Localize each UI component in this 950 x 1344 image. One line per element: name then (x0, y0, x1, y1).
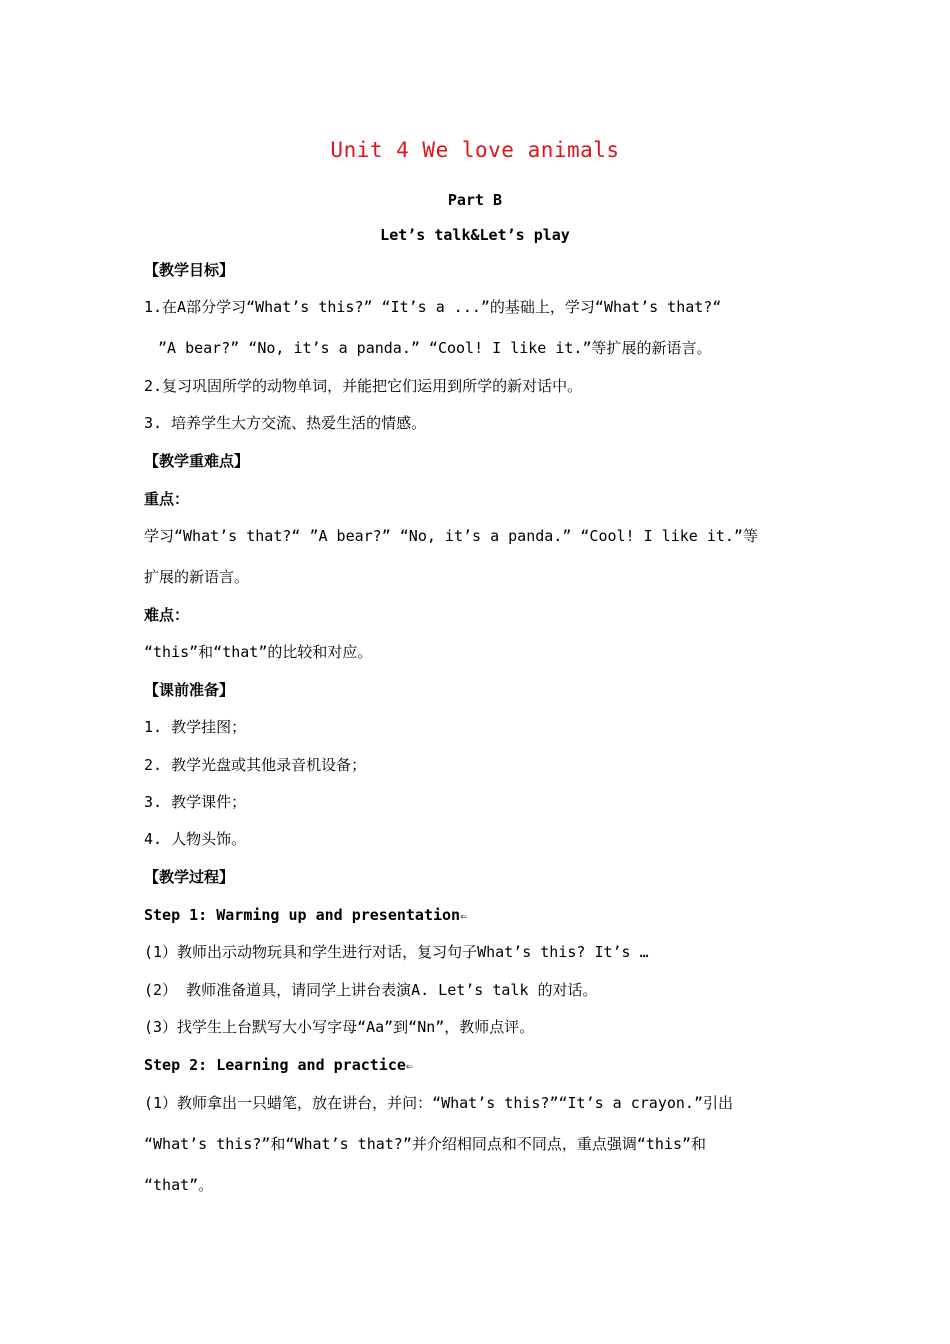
process-heading: 【教学过程】 (144, 868, 235, 886)
objective-1-line-2: ”A bear?” “No, it’s a panda.” “Cool! I like it.”等扩展的新语言。 (158, 339, 712, 357)
focus-line-1: 学习“What’s that?“ ”A bear?” “No, it’s a panda.” “Cool! I like it.”等 (144, 527, 758, 545)
objective-1-line-1: 1.在A部分学习“What’s this?” “It’s a ...”的基础上，学习“What’s that?“ (144, 298, 722, 316)
step-1-title-text: Step 1: Warming up and presentation (144, 906, 461, 924)
preparation-item: 3. 教学课件； (144, 793, 247, 811)
focus-line-2: 扩展的新语言。 (144, 568, 250, 586)
objective-2: 2.复习巩固所学的动物单词，并能把它们运用到所学的新对话中。 (144, 377, 583, 395)
step-1-item: (2） 教师准备道具，请同学上讲台表演A. Let’s talk 的对话。 (144, 981, 598, 999)
preparation-item: 2. 教学光盘或其他录音机设备； (144, 756, 367, 774)
focus-label: 重点： (144, 490, 190, 508)
preparation-item: 4. 人物头饰。 (144, 830, 247, 848)
step-1-title (144, 905, 824, 926)
difficulty-text: “this”和“that”的比较和对应。 (144, 643, 373, 661)
step-1-item: (3）找学生上台默写大小写字母“Aa”到“Nn”，教师点评。 (144, 1018, 535, 1036)
preparation-heading: 【课前准备】 (144, 681, 235, 699)
step-2-item: (1）教师拿出一只蜡笔，放在讲台，并问：“What’s this?”“It’s a crayon.”引出 (144, 1094, 733, 1112)
step-2-item: “that”。 (144, 1176, 214, 1194)
paragraph-mark-icon: ⇐ (405, 1059, 414, 1073)
step-2-item: “What’s this?”和“What’s that?”并介绍相同点和不同点，重点强调“this”和 (144, 1135, 707, 1153)
step-2-title (144, 1055, 824, 1076)
objectives-heading: 【教学目标】 (144, 261, 235, 279)
preparation-item: 1. 教学挂图； (144, 718, 247, 736)
step-1-item: (1）教师出示动物玩具和学生进行对话，复习句子What’s this? It’s … (144, 943, 649, 961)
lesson-subtitle: Let’s talk&Let’s play (380, 226, 570, 244)
objective-3: 3. 培养学生大方交流、热爱生活的情感。 (144, 414, 427, 432)
difficulty-label: 难点： (144, 606, 190, 624)
part-label: Part B (447, 191, 503, 209)
document-title: Unit 4 We love animals (330, 138, 620, 162)
paragraph-mark-icon: ⇐ (460, 909, 468, 923)
step-2-title-text: Step 2: Learning and practice (144, 1056, 406, 1074)
key-points-heading: 【教学重难点】 (144, 452, 250, 470)
